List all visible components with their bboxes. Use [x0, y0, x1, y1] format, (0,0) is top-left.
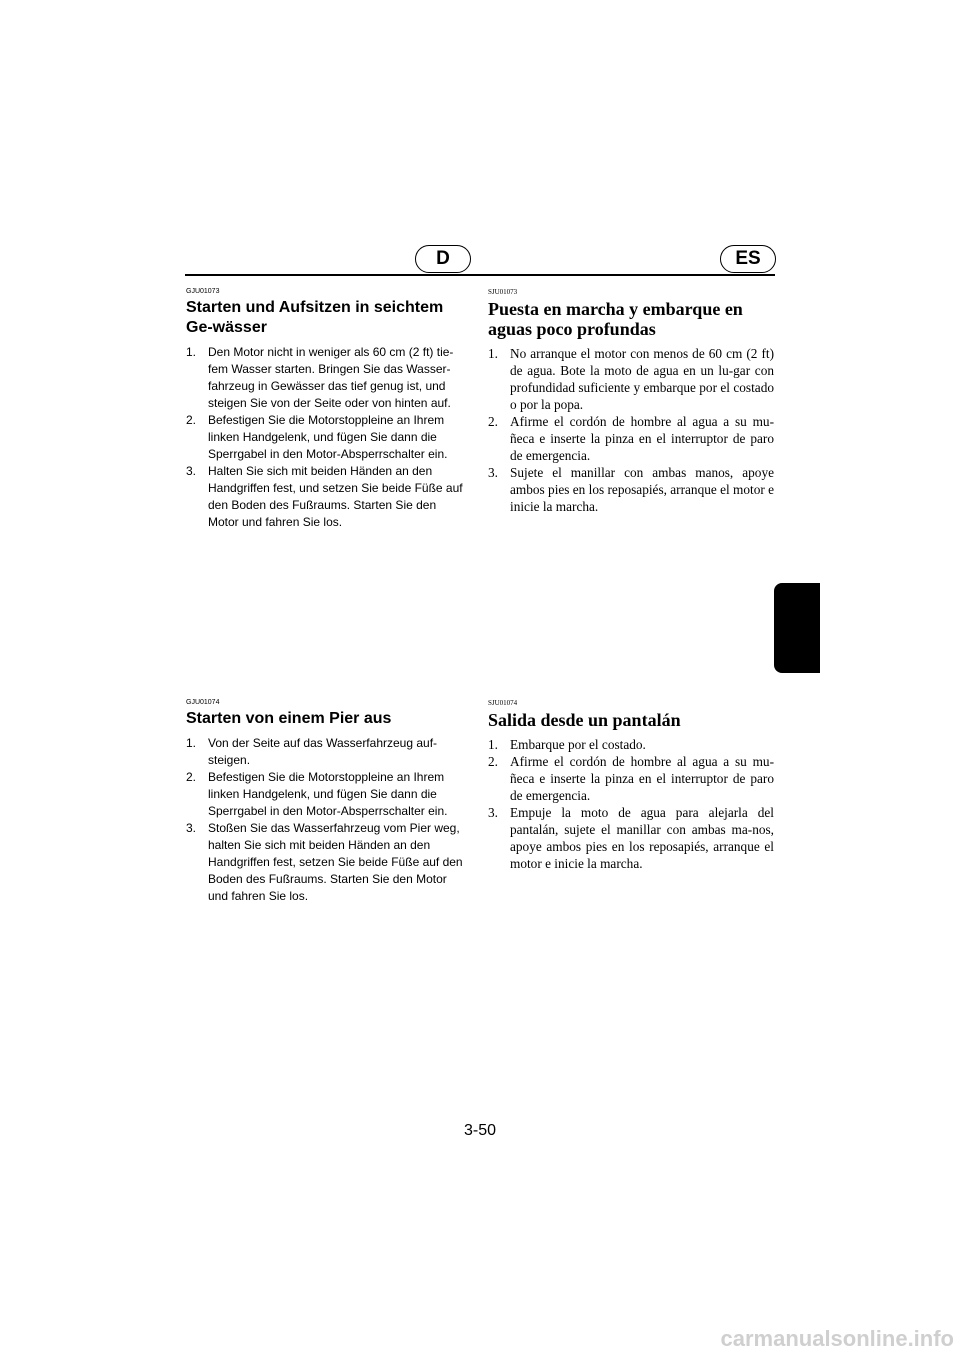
language-badge-es: ES	[720, 245, 776, 273]
page-number: 3-50	[463, 1122, 497, 1139]
list-item	[488, 804, 774, 872]
item-number: 1.	[186, 345, 197, 359]
item-text: Embarque por el costado.	[510, 737, 646, 752]
section-es-shallow-water	[488, 288, 774, 515]
item-text: Befestigen Sie die Motorstoppleine an Ihrem linken Handgelenk, und fügen Sie dann die Sperrgabel in den Motor-Absperrschalter ein.	[208, 770, 448, 818]
list-item	[488, 345, 774, 413]
header-rule	[185, 274, 775, 276]
section-es-pier-start	[488, 699, 774, 872]
watermark-link[interactable]: carmanualsonline.info	[720, 1326, 954, 1351]
chapter-side-tab	[774, 583, 820, 673]
instruction-list	[488, 736, 774, 872]
language-badge-de: D	[415, 245, 471, 273]
item-text: Von der Seite auf das Wasserfahrzeug auf-steigen.	[208, 736, 438, 767]
list-item	[186, 769, 466, 820]
section-code: GJU01074	[186, 699, 220, 706]
list-item	[488, 736, 774, 753]
item-number: 2.	[488, 754, 498, 769]
item-number: 1.	[488, 346, 498, 361]
item-number: 3.	[186, 464, 197, 478]
instruction-list	[186, 735, 466, 905]
section-code: SJU01073	[488, 288, 518, 296]
item-text: Afirme el cordón de hombre al agua a su mu-ñeca e inserte la pinza en el interruptor de paro de emergencia.	[510, 754, 774, 803]
item-text: No arranque el motor con menos de 60 cm (2 ft) de agua. Bote la moto de agua en un lu-gar con profundidad suficiente y embarque por el costado o por la popa.	[510, 346, 774, 412]
list-item	[488, 464, 774, 515]
item-text: Afirme el cordón de hombre al agua a su mu-ñeca e inserte la pinza en el interruptor de paro de emergencia.	[510, 414, 774, 463]
section-title: Starten und Aufsitzen in seichtem Ge-wässer	[186, 299, 444, 336]
list-item	[488, 413, 774, 464]
item-text: Sujete el manillar con ambas manos, apoye ambos pies en los reposapiés, arranque el motor e inicie la marcha.	[510, 465, 775, 514]
instruction-list	[488, 345, 774, 515]
instruction-list	[186, 344, 466, 531]
section-title: Salida desde un pantalán	[488, 710, 681, 730]
list-item	[186, 412, 466, 463]
section-code: SJU01074	[488, 699, 518, 707]
item-number: 1.	[488, 737, 498, 752]
list-item	[186, 735, 466, 769]
item-number: 2.	[186, 413, 197, 427]
list-item	[186, 463, 466, 531]
item-text: Befestigen Sie die Motorstoppleine an Ihrem linken Handgelenk, und fügen Sie dann die Sperrgabel in den Motor-Absperrschalter ein.	[208, 413, 448, 461]
item-number: 2.	[488, 414, 498, 429]
item-text: Halten Sie sich mit beiden Händen an den Handgriffen fest, und setzen Sie beide Füße auf den Boden des Fußraums. Starten Sie den Motor und fahren Sie los.	[208, 464, 463, 529]
item-number: 1.	[186, 736, 197, 750]
list-item	[186, 820, 466, 905]
item-number: 3.	[488, 465, 498, 480]
section-title: Puesta en marcha y embarque en aguas poco profundas	[488, 299, 743, 339]
item-text: Den Motor nicht in weniger als 60 cm (2 ft) tie-fem Wasser starten. Bringen Sie das Wasser-fahrzeug in Gewässer das tief genug ist, und steigen Sie von der Seite oder von hinten auf.	[208, 345, 454, 410]
item-number: 2.	[186, 770, 197, 784]
item-number: 3.	[186, 821, 197, 835]
section-code: GJU01073	[186, 288, 220, 295]
item-number: 3.	[488, 805, 498, 820]
list-item	[186, 344, 466, 412]
item-text: Stoßen Sie das Wasserfahrzeug vom Pier weg, halten Sie sich mit beiden Händen an den Handgriffen fest, setzen Sie beide Füße auf den Boden des Fußraums. Starten Sie den Motor und fahren Sie los.	[208, 821, 463, 903]
list-item	[488, 753, 774, 804]
section-de-shallow-water	[186, 288, 466, 531]
section-de-pier-start	[186, 699, 466, 905]
section-title: Starten von einem Pier aus	[186, 710, 392, 727]
item-text: Empuje la moto de agua para alejarla del pantalán, sujete el manillar con ambas ma-nos, apoye ambos pies en los reposapiés, arranque el motor e inicie la marcha.	[510, 805, 774, 871]
